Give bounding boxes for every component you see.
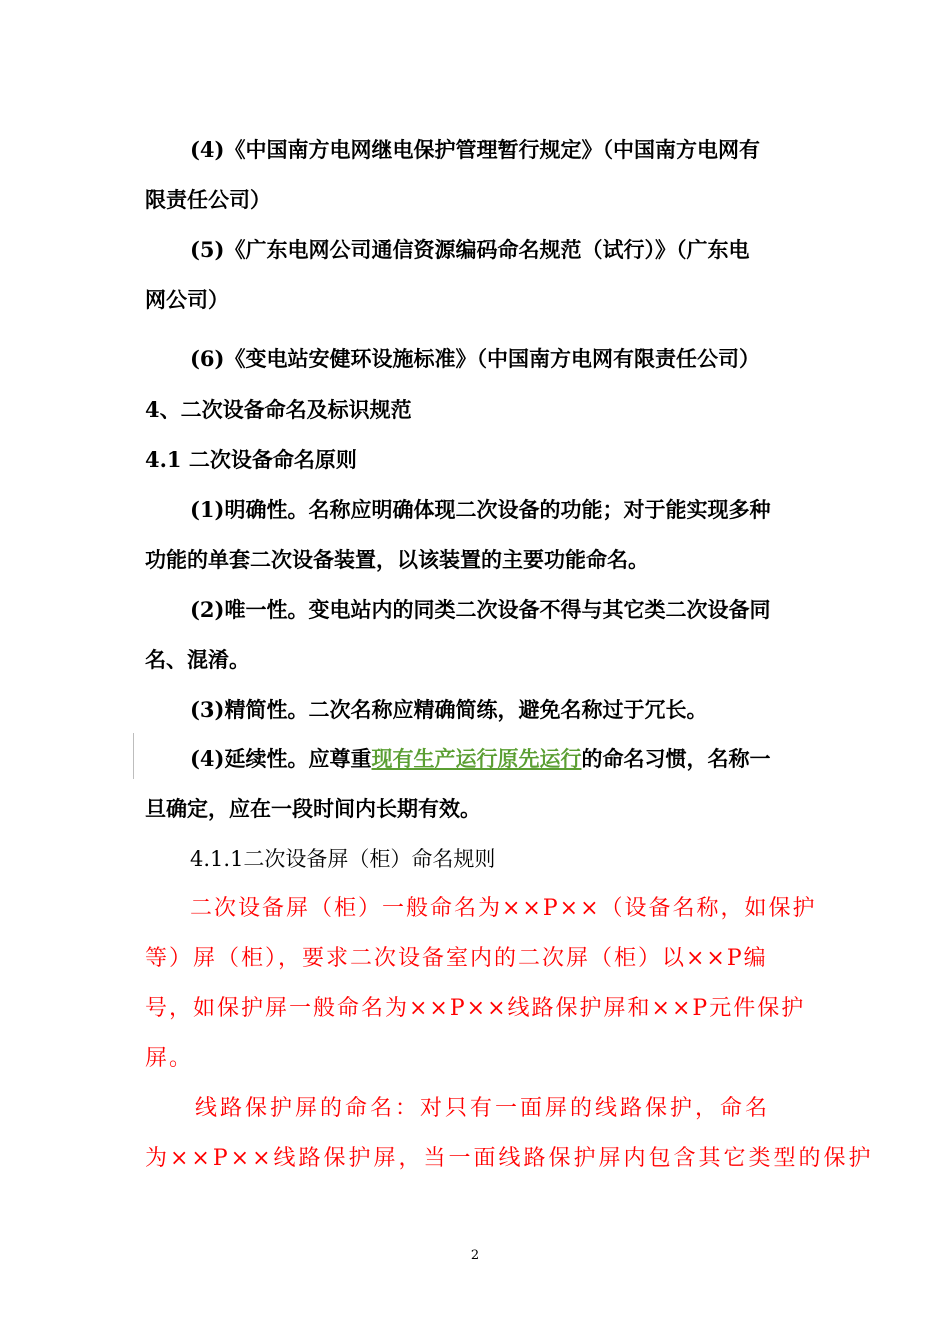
section-heading-4: 4、二次设备命名及标识规范 <box>145 397 412 422</box>
tracked-change-text-2: 原先运行 <box>497 746 582 771</box>
tracked-change-text: 现有生产运行 <box>371 746 498 771</box>
principle-4-prefix: (4)延续性。应尊重 <box>190 746 372 771</box>
principle-1: (1)明确性。名称应明确体现二次设备的功能；对于能实现多种 <box>190 497 771 522</box>
ref-item-5: (5)《广东电网公司通信资源编码命名规范（试行）》（广东电 <box>190 237 750 262</box>
revision-margin-bar <box>133 733 134 779</box>
principle-1-cont: 功能的单套二次设备装置，以该装置的主要功能命名。 <box>145 547 649 572</box>
principle-3: (3)精简性。二次名称应精确简练，避免名称过于冗长。 <box>190 697 708 722</box>
principle-4-cont: 旦确定，应在一段时间内长期有效。 <box>145 796 481 821</box>
red-paragraph-line-1: 二次设备屏（柜）一般命名为××P××（设备名称，如保护 <box>190 896 817 921</box>
red-paragraph-2-line-2: 为××P××线路保护屏，当一面线路保护屏内包含其它类型的保护 <box>145 1146 874 1171</box>
ref-item-4-cont: 限责任公司） <box>145 187 271 212</box>
red-paragraph-line-4: 屏。 <box>145 1046 194 1071</box>
page-number: 2 <box>470 1248 480 1263</box>
ref-item-4: (4)《中国南方电网继电保护管理暂行规定》（中国南方电网有 <box>190 137 760 162</box>
ref-item-5-cont: 网公司） <box>145 287 229 312</box>
red-paragraph-2-line-1: 线路保护屏的命名：对只有一面屏的线路保护，命名 <box>195 1096 771 1121</box>
principle-2: (2)唯一性。变电站内的同类二次设备不得与其它类二次设备同 <box>190 597 771 622</box>
ref-item-6: (6)《变电站安健环设施标准》（中国南方电网有限责任公司） <box>190 346 760 371</box>
section-heading-4-1: 4.1 二次设备命名原则 <box>145 447 357 472</box>
principle-4 <box>190 745 770 773</box>
red-paragraph-line-3: 号，如保护屏一般命名为××P××线路保护屏和××P元件保护 <box>145 996 806 1021</box>
principle-4-suffix: 的命名习惯，名称一 <box>581 746 771 771</box>
section-heading-4-1-1: 4.1.1二次设备屏（柜）命名规则 <box>190 847 496 871</box>
principle-2-cont: 名、混淆。 <box>145 647 250 672</box>
red-paragraph-line-2: 等）屏（柜），要求二次设备室内的二次屏（柜）以××P编 <box>145 946 768 971</box>
